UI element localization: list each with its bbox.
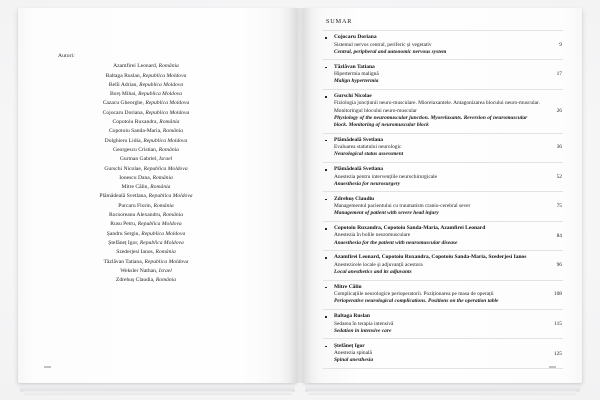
author-name: Georgescu Cristian, <box>113 146 159 153</box>
author-country: Israel <box>159 156 173 163</box>
author-country: Republica Moldova <box>139 239 184 246</box>
toc-entry[interactable] <box>323 250 563 279</box>
toc-entry-page-number: 26 <box>556 108 562 115</box>
toc-entry[interactable] <box>323 280 563 309</box>
author-country: România <box>159 119 180 126</box>
bullet-icon <box>325 37 327 39</box>
author-list-item <box>36 118 256 127</box>
toc-entry[interactable] <box>323 338 563 368</box>
bullet-icon <box>325 67 327 69</box>
author-country: Republica Moldova <box>148 193 193 200</box>
toc-entry-authors: Cojocaru Doriana <box>334 34 377 41</box>
toc-entry-page-number: 84 <box>556 232 562 239</box>
author-list-item <box>36 211 256 220</box>
author-name: Purcaru Florin, <box>118 202 154 209</box>
open-book <box>18 8 582 388</box>
toc-entry-page-number: 125 <box>553 350 562 357</box>
author-list-item <box>36 99 256 108</box>
bullet-icon <box>325 96 327 98</box>
toc-entry-title-en: Malign hypertermia <box>334 78 379 85</box>
bullet-icon <box>325 287 327 289</box>
author-country: Republica Moldova <box>141 230 186 237</box>
toc-entry-page-number: 75 <box>556 203 562 210</box>
bullet-icon <box>325 169 327 171</box>
author-name: Copotoiu Sanda-Maria, <box>108 128 163 135</box>
toc-entry-page-number: 52 <box>556 173 562 180</box>
toc-entry-title-ro: Complicațiile neurologice perioperatorii. Poziționarea pe masa de operații <box>334 291 494 298</box>
author-name: Belîi Adrian, <box>108 81 140 88</box>
author-name: Rusu Petru, <box>110 221 138 228</box>
toc-entry-title-ro: Anestezia pentru intervențiile neurochirurgicale <box>334 173 438 180</box>
left-page <box>18 8 297 383</box>
author-name: Plămădeală Svetlana, <box>99 193 149 200</box>
author-list-item <box>36 267 256 276</box>
author-list-item <box>36 192 256 201</box>
author-list-item <box>36 81 256 90</box>
toc-entry-title-en: Local anesthetics and its adjuvants <box>334 268 412 275</box>
toc-entry-title-en: Neurological status assessment <box>334 151 404 158</box>
folio-left <box>44 364 51 369</box>
author-country: Republica Moldova <box>142 72 187 79</box>
authors-block <box>36 52 256 285</box>
toc-entry[interactable] <box>323 221 563 250</box>
toc-entry[interactable] <box>323 133 563 162</box>
toc-entry-title-ro: Managementul pacientului cu traumatism cranio-cerebral sever <box>334 202 471 209</box>
toc-entry-authors: Baltaga Ruslan <box>334 313 370 320</box>
author-name: Rocsoreanu Alexandru, <box>108 212 163 219</box>
toc-entry-title-en: Management of patient with severe head injury <box>334 210 439 217</box>
author-country: România <box>155 249 176 256</box>
author-country: Republica Moldova <box>145 109 190 116</box>
author-country: România <box>162 128 184 135</box>
toc-entry-authors: Gurschi Nicolae <box>334 92 372 99</box>
bullet-icon <box>325 257 327 259</box>
toc-entry-authors: Azamfirei Leonard, Copotoiu Ruxandra, Copotoiu Sanda-Maria, Szederjesi Ianos <box>334 254 527 261</box>
author-country: România <box>153 202 174 209</box>
author-list-item <box>36 248 256 257</box>
toc-title: SUMAR <box>326 18 353 25</box>
toc-entry-title-en: Anaesthesia for the patient with neuromuscular disease <box>334 239 458 246</box>
author-name: Cojocaru Doriana, <box>102 109 146 116</box>
author-name: Weksler Nathan, <box>120 267 159 274</box>
author-name: Ionescu Dana, <box>119 174 153 181</box>
right-page <box>303 8 582 383</box>
toc-entry-authors: Copotoiu Ruxandra, Copotoiu Sanda-Maria, Azamfirei Leonard <box>334 224 486 231</box>
toc-entry-title-en: Sedation in intensive care <box>334 327 392 334</box>
toc-entry[interactable] <box>323 191 563 220</box>
author-list-item <box>36 90 256 99</box>
toc-entry[interactable] <box>323 59 563 88</box>
page-stack-edge-left-2 <box>23 391 292 395</box>
toc-entry-authors: Ștefăneț Igor <box>334 342 365 349</box>
author-country: Republica Moldova <box>143 137 188 144</box>
toc-entry-title-ro: Sistemul nervos central, periferic și vegetativ <box>334 41 432 48</box>
bullet-icon <box>325 199 327 201</box>
author-name: Baltaga Ruslan, <box>105 72 143 79</box>
toc-entry-title-ro: Anestezia în bolile neuromusculare <box>334 232 411 239</box>
toc-entry-authors: Mitre Călin <box>334 283 362 290</box>
authors-heading: Autori: <box>58 53 75 59</box>
author-country: Republica Moldova <box>138 91 183 98</box>
author-list-item <box>36 183 256 192</box>
author-country: Republica Moldova <box>139 81 184 88</box>
author-list-item <box>36 202 256 211</box>
toc-entry[interactable] <box>323 162 563 191</box>
author-list-item <box>36 127 256 136</box>
author-country: România <box>152 174 173 181</box>
author-list-item <box>36 239 256 248</box>
page-stack-edge-right-2 <box>308 391 577 395</box>
author-country: România <box>158 146 179 153</box>
author-name: Copotoiu Ruxandra, <box>112 119 160 126</box>
author-list-item <box>36 155 256 164</box>
author-name: Tăzlăvan Tatiana, <box>103 258 145 265</box>
author-name: Zdrehuș Claudia, <box>115 277 156 284</box>
author-name: Gurman Gabriel, <box>119 156 160 163</box>
author-country: Republica Moldova <box>137 221 182 228</box>
toc-entry-page-number: 36 <box>556 144 562 151</box>
toc-entry[interactable] <box>323 30 563 59</box>
author-name: Cazacu Gheorghe, <box>102 100 146 107</box>
toc-entry-title-en: Spinal anesthesia <box>334 357 374 364</box>
bullet-icon <box>325 346 327 348</box>
author-country: Israel <box>158 267 172 274</box>
toc-entry-page-number: 96 <box>556 262 562 269</box>
author-name: Borș Mihai, <box>109 91 139 98</box>
author-list-item <box>36 174 256 183</box>
author-name: Szederjesi Ianos, <box>116 249 156 256</box>
author-name: Gurschi Nicolae, <box>104 165 144 172</box>
bullet-icon <box>325 316 327 318</box>
author-name: Dolghieru Lidia, <box>104 137 144 144</box>
author-list-item <box>36 258 256 267</box>
toc-entry-title-en: Perioperative neurological complications. Positions on the operation table <box>334 298 499 305</box>
toc-list <box>323 30 563 369</box>
author-list-item <box>36 276 256 285</box>
author-list-item <box>36 165 256 174</box>
author-name: Ștefăneț Igor, <box>108 239 140 246</box>
author-name: Mitre Călin, <box>121 184 151 191</box>
toc-entry-authors: Plămădeală Svetlana <box>334 136 384 143</box>
toc-entry-authors: Tăzlăvan Tatiana <box>334 63 375 70</box>
table-of-contents <box>323 18 563 369</box>
authors-list <box>36 62 256 285</box>
author-country: Republica Moldova <box>143 165 188 172</box>
author-list-item <box>36 220 256 229</box>
toc-entry-title-ro: Anestezia spinală <box>334 349 372 356</box>
author-country: România <box>162 212 184 219</box>
toc-entry-title-ro: Sedarea în terapia intensivă <box>334 320 394 327</box>
author-name: Șandru Sergiu, <box>106 230 142 237</box>
author-country: România <box>150 184 171 191</box>
author-name: Azamfirei Leonard, <box>113 63 159 70</box>
toc-entry-page-number: 115 <box>554 320 562 327</box>
toc-entry-title-en: Anaesthesia for neurosurgery <box>334 180 401 187</box>
author-list-item <box>36 109 256 118</box>
author-list-item <box>36 62 256 71</box>
toc-entry-title-ro: Hipertermia malignă <box>334 70 379 77</box>
bullet-icon <box>325 228 327 230</box>
author-country: Republica Moldova <box>144 258 189 265</box>
author-country: România <box>158 63 179 70</box>
toc-entry-page-number: 108 <box>553 291 562 298</box>
author-list-item <box>36 137 256 146</box>
toc-entry-authors: Plămădeală Svetlana <box>334 166 384 173</box>
toc-entry-title-en: Central, peripheral and autonomic nervous system <box>334 48 447 55</box>
toc-entry-title-ro: Evaluarea statutului neurologic <box>334 144 402 151</box>
toc-entry-authors: Zdrehuș Claudiu <box>334 195 375 202</box>
toc-entry-title-ro: Fiziologia joncțiunii neuro-musculare. Miorelaxantele. Antagonizarea blocului neuro-muscular. Monitoringul blocului neuro-muscular <box>334 100 540 114</box>
toc-entry-title-ro: Anestezicele locale și adjuvanții acestora <box>334 261 423 268</box>
author-country: România <box>155 277 177 284</box>
toc-entry[interactable] <box>323 309 563 338</box>
author-list-item <box>36 146 256 155</box>
toc-entry-page-number: 9 <box>559 41 562 48</box>
toc-entry-page-number: 17 <box>556 71 562 78</box>
author-country: Republica Moldova <box>145 100 190 107</box>
bullet-icon <box>325 140 327 142</box>
author-list-item <box>36 72 256 81</box>
toc-entry-title-en: Physiology of the neuromuscular junction. Myorelaxants. Reversion of neuromuscular block. Monitoring of neuromuscular block <box>334 114 528 128</box>
toc-entry[interactable] <box>323 89 563 133</box>
folio-right <box>549 364 556 369</box>
author-list-item <box>36 230 256 239</box>
